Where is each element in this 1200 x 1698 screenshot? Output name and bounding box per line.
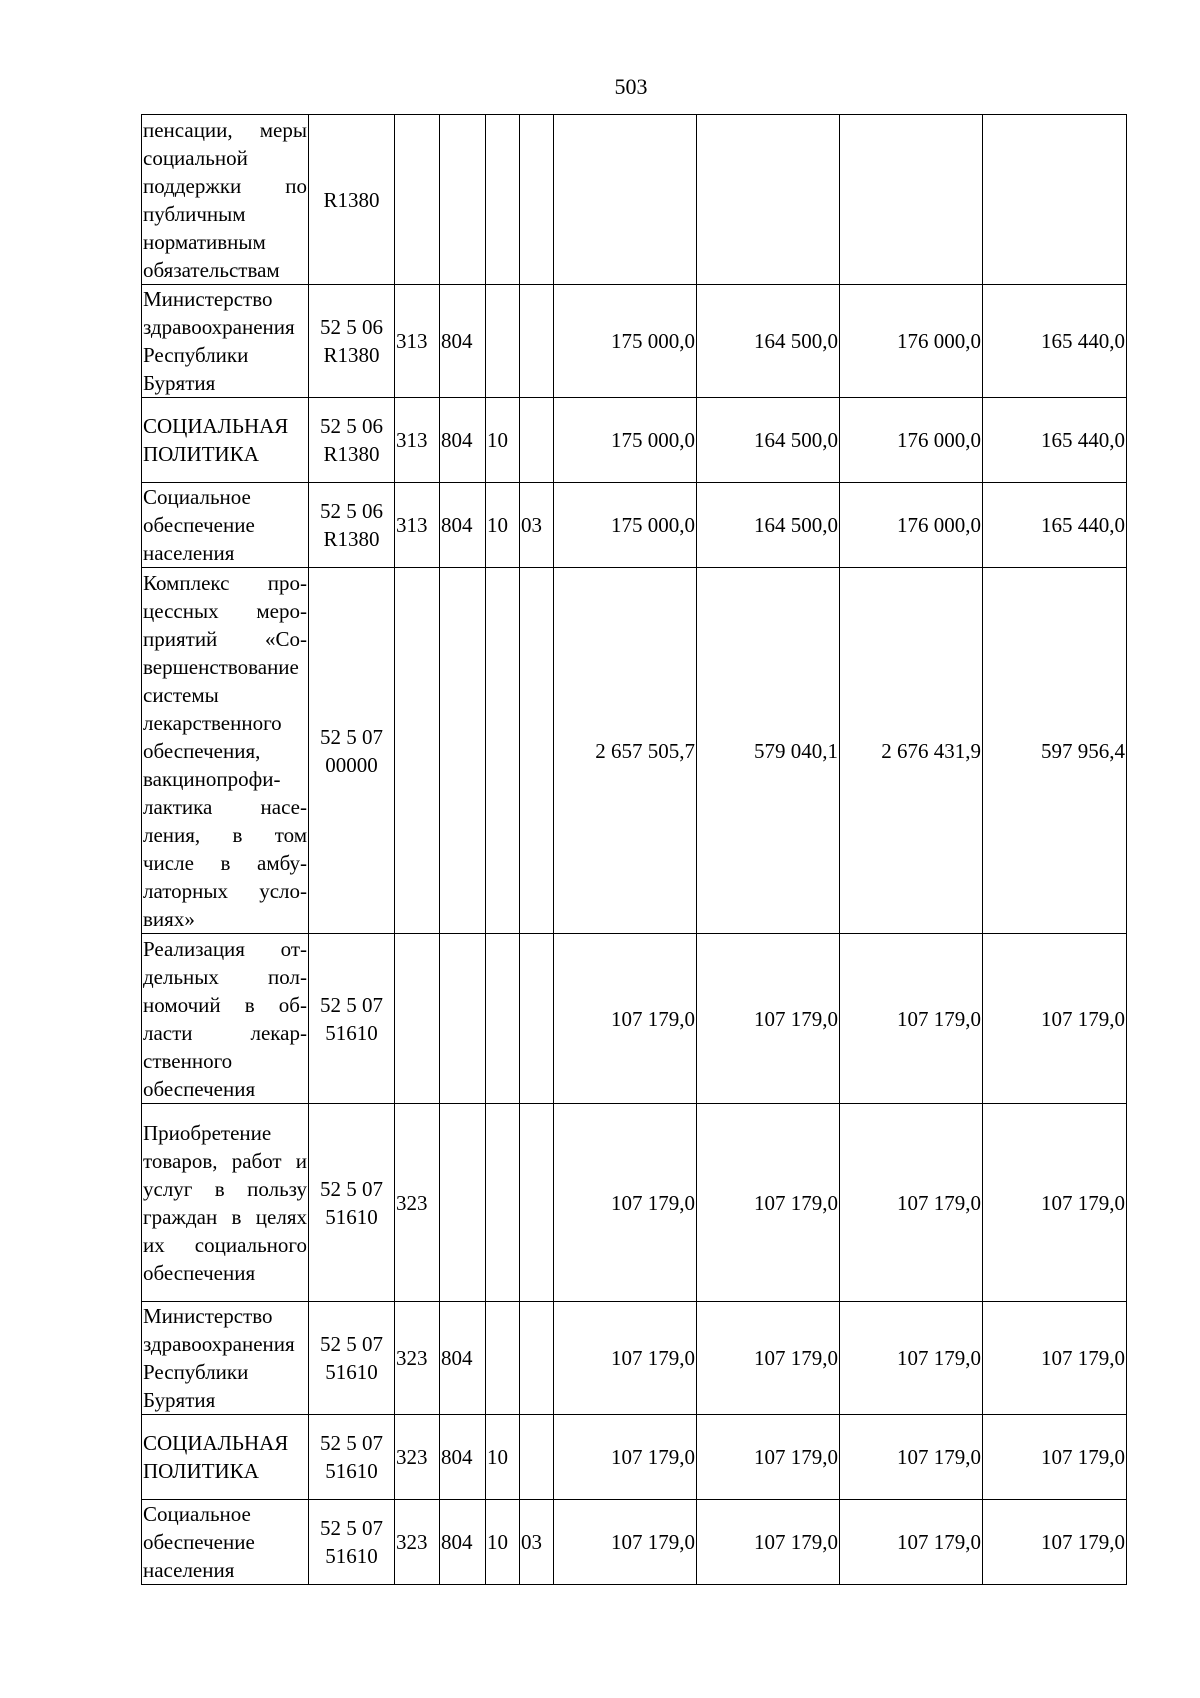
row-value-3: 2 676 431,9 [840,568,983,934]
row-vr: 323 [395,1415,440,1500]
row-value-4 [983,115,1127,285]
table-row [142,115,1127,285]
row-pr [520,1302,554,1415]
row-vr: 313 [395,285,440,398]
row-pr [520,1415,554,1500]
row-vr [395,568,440,934]
row-pr [520,115,554,285]
row-grbs [440,568,486,934]
row-value-4: 107 179,0 [983,934,1127,1104]
row-pr [520,568,554,934]
row-vr [395,115,440,285]
row-rz [486,934,520,1104]
row-value-3: 107 179,0 [840,1302,983,1415]
row-name: Комплекс процессных мероприятий «Совершенствование системы лекарственного обеспечения, вакцинопрофилактика населения, в том числе в амбулаторных условиях» [142,568,309,934]
row-value-3: 107 179,0 [840,934,983,1104]
table-row [142,483,1127,568]
row-grbs: 804 [440,1415,486,1500]
row-value-2: 107 179,0 [697,1500,840,1585]
row-value-2: 579 040,1 [697,568,840,934]
row-value-1: 175 000,0 [554,483,697,568]
row-value-4: 107 179,0 [983,1104,1127,1302]
row-name: Приобретение товаров, работ и услуг в пользу граждан в целях их социального обеспечения [142,1104,309,1302]
row-value-3: 107 179,0 [840,1104,983,1302]
row-value-1: 107 179,0 [554,1500,697,1585]
row-value-1: 2 657 505,7 [554,568,697,934]
row-csr: 52 5 07 51610 [309,934,395,1104]
budget-table [141,114,1127,1585]
table-row [142,1104,1127,1302]
row-rz [486,285,520,398]
row-rz: 10 [486,1415,520,1500]
row-pr: 03 [520,483,554,568]
row-csr: 52 5 06 R1380 [309,285,395,398]
row-csr: 52 5 06 R1380 [309,483,395,568]
row-value-2: 164 500,0 [697,285,840,398]
row-pr: 03 [520,1500,554,1585]
row-value-3: 176 000,0 [840,483,983,568]
row-value-1 [554,115,697,285]
row-csr: R1380 [309,115,395,285]
row-name: Министерство здравоохранения Республики Бурятия [142,1302,309,1415]
row-value-4: 597 956,4 [983,568,1127,934]
row-vr [395,934,440,1104]
row-rz [486,568,520,934]
row-pr [520,285,554,398]
row-vr: 323 [395,1500,440,1585]
row-vr: 323 [395,1302,440,1415]
row-name: СОЦИАЛЬНАЯ ПОЛИТИКА [142,398,309,483]
row-csr: 52 5 07 51610 [309,1104,395,1302]
row-name: Социальное обеспечение населения [142,483,309,568]
table-row [142,934,1127,1104]
row-value-1: 107 179,0 [554,934,697,1104]
row-csr: 52 5 06 R1380 [309,398,395,483]
row-value-1: 107 179,0 [554,1104,697,1302]
row-value-3: 107 179,0 [840,1415,983,1500]
row-rz [486,1104,520,1302]
row-value-1: 107 179,0 [554,1415,697,1500]
row-name: Министерство здравоохранения Республики Бурятия [142,285,309,398]
row-value-3: 176 000,0 [840,398,983,483]
row-grbs: 804 [440,483,486,568]
row-pr [520,934,554,1104]
table-row [142,1302,1127,1415]
row-value-1: 175 000,0 [554,285,697,398]
table-row [142,1415,1127,1500]
page-number: 503 [614,74,648,99]
row-name: Реализация отдельных полномочий в области лекарственного обеспечения [142,934,309,1104]
row-grbs: 804 [440,398,486,483]
row-rz: 10 [486,1500,520,1585]
row-rz [486,1302,520,1415]
row-csr: 52 5 07 51610 [309,1302,395,1415]
row-value-2 [697,115,840,285]
table-row [142,398,1127,483]
row-value-2: 107 179,0 [697,1104,840,1302]
table-row [142,568,1127,934]
table-row [142,1500,1127,1585]
row-grbs: 804 [440,1302,486,1415]
row-value-2: 164 500,0 [697,483,840,568]
row-value-4: 165 440,0 [983,483,1127,568]
row-value-2: 164 500,0 [697,398,840,483]
row-grbs [440,934,486,1104]
row-value-4: 107 179,0 [983,1500,1127,1585]
row-value-4: 165 440,0 [983,285,1127,398]
row-name: СОЦИАЛЬНАЯ ПОЛИТИКА [142,1415,309,1500]
row-vr: 323 [395,1104,440,1302]
row-value-3: 176 000,0 [840,285,983,398]
row-value-4: 107 179,0 [983,1302,1127,1415]
row-value-3 [840,115,983,285]
row-vr: 313 [395,483,440,568]
row-rz: 10 [486,483,520,568]
row-csr: 52 5 07 51610 [309,1500,395,1585]
row-value-2: 107 179,0 [697,934,840,1104]
row-value-3: 107 179,0 [840,1500,983,1585]
row-grbs [440,1104,486,1302]
row-grbs [440,115,486,285]
row-value-4: 165 440,0 [983,398,1127,483]
row-value-1: 175 000,0 [554,398,697,483]
table-body [142,115,1127,1585]
row-rz: 10 [486,398,520,483]
row-grbs: 804 [440,285,486,398]
table-row [142,285,1127,398]
row-name: Социальное обеспечение населения [142,1500,309,1585]
row-vr: 313 [395,398,440,483]
row-grbs: 804 [440,1500,486,1585]
row-rz [486,115,520,285]
row-value-2: 107 179,0 [697,1302,840,1415]
row-name: пенсации, меры социальной поддержки по публичным нормативным обязательствам [142,115,309,285]
row-value-2: 107 179,0 [697,1415,840,1500]
row-value-4: 107 179,0 [983,1415,1127,1500]
row-pr [520,1104,554,1302]
row-csr: 52 5 07 51610 [309,1415,395,1500]
row-csr: 52 5 07 00000 [309,568,395,934]
row-value-1: 107 179,0 [554,1302,697,1415]
row-pr [520,398,554,483]
